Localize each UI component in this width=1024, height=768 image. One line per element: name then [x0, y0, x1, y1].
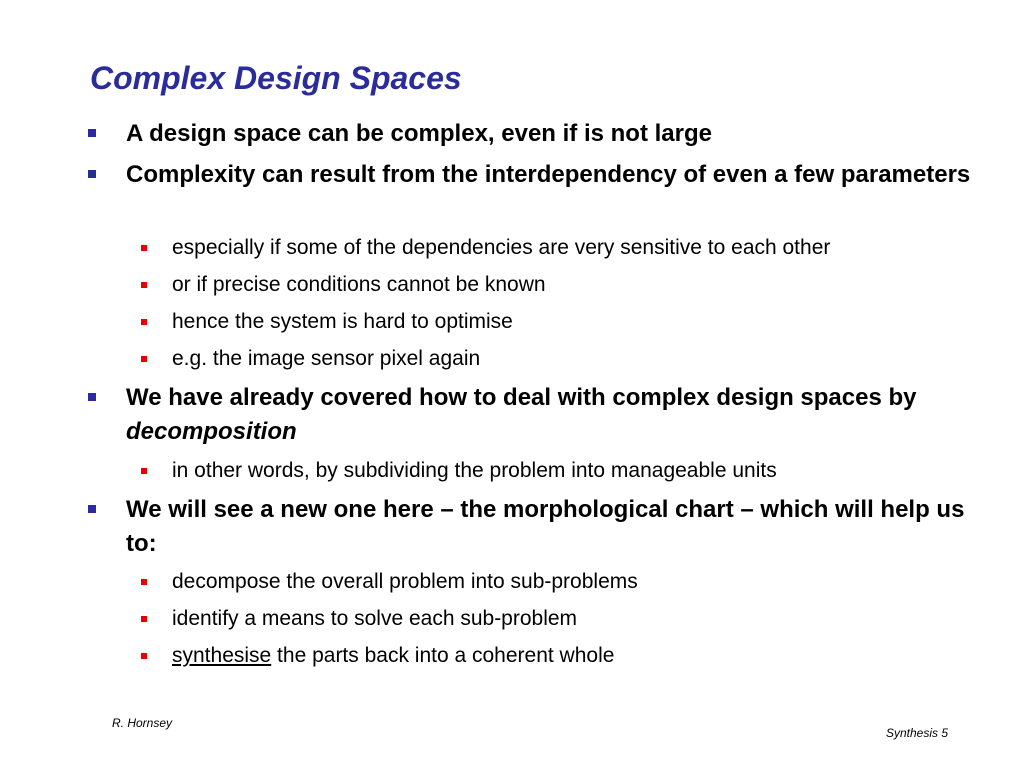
square-bullet-icon	[88, 170, 96, 178]
bullet-text: A design space can be complex, even if is not large	[126, 120, 712, 147]
footer-author: R. Hornsey	[112, 716, 173, 730]
sub-bullet-text: the parts back into a coherent whole	[271, 644, 615, 667]
footer-page-label: Synthesis 5	[886, 726, 949, 740]
sub-bullet-2-2	[172, 271, 1002, 299]
square-bullet-icon	[141, 319, 147, 325]
square-bullet-icon	[141, 282, 147, 288]
bullet-3	[126, 381, 986, 449]
sub-bullet-4-2	[172, 605, 1002, 633]
bullet-4	[126, 493, 986, 561]
sub-bullet-text: in other words, by subdividing the problem into manageable units	[172, 459, 777, 482]
sub-bullet-text: or if precise conditions cannot be known	[172, 273, 546, 296]
square-bullet-icon	[88, 129, 96, 137]
square-bullet-icon	[141, 579, 147, 585]
square-bullet-icon	[141, 468, 147, 474]
sub-bullet-2-1	[172, 234, 1002, 262]
square-bullet-icon	[141, 653, 147, 659]
sub-bullet-4-3	[172, 642, 1002, 670]
square-bullet-icon	[141, 245, 147, 251]
sub-bullet-2-3	[172, 308, 1002, 336]
square-bullet-icon	[88, 505, 96, 513]
sub-bullet-text: hence the system is hard to optimise	[172, 310, 513, 333]
bullet-text: We have already covered how to deal with complex design spaces by	[126, 384, 917, 411]
sub-bullet-2-4	[172, 345, 1002, 373]
bullet-emphasis: decomposition	[126, 418, 297, 445]
bullet-text: We will see a new one here – the morphological chart – which will help us to:	[126, 496, 965, 557]
sub-bullet-3-1	[172, 457, 1002, 485]
underlined-term: synthesise	[172, 644, 272, 667]
sub-bullet-text: e.g. the image sensor pixel again	[172, 347, 481, 370]
sub-bullet-text: decompose the overall problem into sub-problems	[172, 570, 638, 593]
square-bullet-icon	[141, 616, 147, 622]
sub-bullet-text: especially if some of the dependencies are very sensitive to each other	[172, 236, 831, 259]
sub-bullet-text: identify a means to solve each sub-problem	[172, 607, 578, 630]
square-bullet-icon	[88, 393, 96, 401]
square-bullet-icon	[141, 356, 147, 362]
slide-title: Complex Design Spaces	[90, 60, 462, 96]
bullet-1	[126, 117, 986, 151]
bullet-2	[126, 158, 986, 192]
bullet-text: Complexity can result from the interdependency of even a few parameters	[126, 161, 971, 188]
sub-bullet-4-1	[172, 568, 1002, 596]
